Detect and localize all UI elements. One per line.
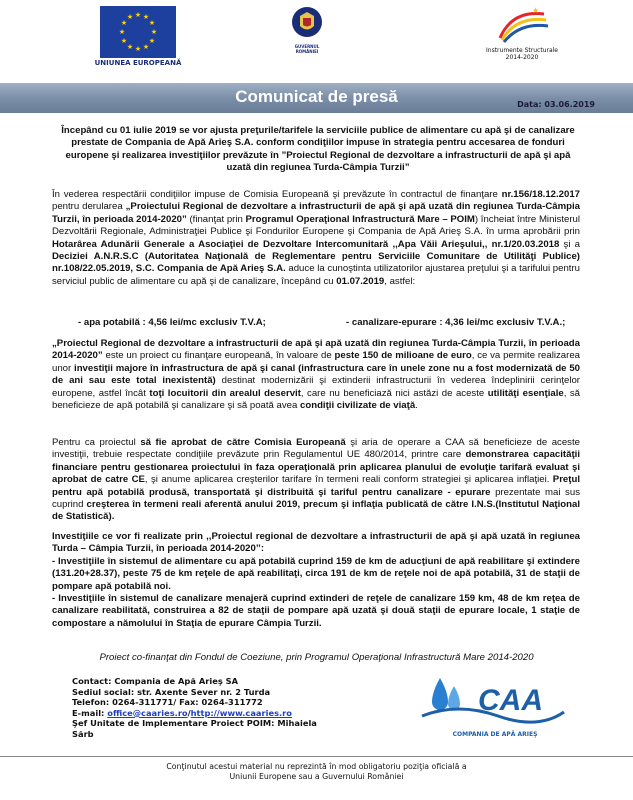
- svg-text:★: ★: [134, 11, 142, 19]
- is-label-line2: 2014-2020: [505, 54, 539, 61]
- eu-flag-logo: [100, 6, 176, 58]
- caa-logo-text: CAA: [478, 684, 543, 717]
- eu-label: UNIUNEA EUROPEANĂ: [94, 59, 182, 67]
- p3-approved: să fie aprobat de către Comisia Europeană: [140, 437, 346, 448]
- p3-price: Preţul pentru apă potabilă produsă, transportată şi distribuită şi tariful pentru canalizare - epurare: [52, 474, 580, 498]
- contact-phone: Telefon: 0264-311771/ Fax: 0264-311772: [72, 697, 263, 708]
- is-label-line1: Instrumente Structurale: [486, 47, 558, 54]
- p3-text-2: şi aria de operare a CAA să beneficieze de aceste investiţii, trebuie respectate condiţiile prevăzute prin Regulamentul UE 480/2014, printre care: [52, 437, 580, 461]
- svg-text:★: ★: [142, 13, 150, 21]
- svg-text:★: ★: [126, 43, 134, 51]
- p1-text-6: aduce la cunoştinta utilizatorilor ajustarea preţului şi a tarifului pentru serviciul public de alimentare cu apă şi de canalizare, începând cu: [52, 263, 580, 287]
- p1-contract: nr.156/18.12.2017: [501, 189, 580, 200]
- government-label: [289, 44, 325, 54]
- investments-item-water: - Investiţiile în sistemul de alimentare cu apă potabilă cuprind 159 de km de aducţiuni de apă reabilitare şi extindere (131.20+28.37), peste 75 de km reţele de apă reabilitaţi, circa 191 de km de reţele noi de apă potabilă, 31 de staţii de pompare apă potabilă noi.: [52, 555, 580, 592]
- page-title: Comunicat de presă: [235, 87, 398, 106]
- email-link[interactable]: office@caaries.ro: [107, 707, 188, 718]
- structural-instruments-logo: [492, 4, 552, 44]
- paragraph-project: [52, 338, 580, 412]
- intro-heading: Începând cu 01 iulie 2019 se vor ajusta preţurile/tarifele la serviciile publice de alimentare cu apă şi de canalizare prestate de Compania de Apă Arieş S.A. conform condiţiilor impuse în strategia pentru accesarea de fonduri europene şi realizarea investiţiilor prevăzute în ”Proiectul Regional de dezvoltare a infrastructurii de apă şi apă uzată din regiunea Turda-Câmpia Turzii”: [61, 125, 575, 174]
- contact-company: Contact: Compania de Apă Arieş SA: [72, 676, 239, 686]
- p1-text-5: şi a: [559, 238, 580, 250]
- p2-project: „Proiectul Regional de dezvoltare a infrastructurii de apă şi apă uzată din regiunea Turda-Câmpia Turzii, în perioada 2014-2020”: [52, 338, 580, 362]
- p2-text-2: , ce va permite realizarea unor: [52, 350, 580, 374]
- svg-text:★: ★: [148, 37, 156, 45]
- price-water: - apa potabilă : 4,56 lei/mc exclusiv T.V.A;: [78, 317, 266, 328]
- p1-text-1: În vederea respectării condiţiilor impuse de Comisia Europeană şi prevăzute în contractul de finanţare: [52, 189, 502, 200]
- contact-block: [72, 676, 322, 740]
- p1-text-2: pentru derularea: [52, 201, 126, 213]
- p1-decizie: Deciziei A.N.R.S.C (Autoritatea Naţională de Reglementare pentru Serviciile Comunitare de Utilităţi Publice) nr.108/22.05.2019, S.C. Compania de Apă Arieş S.A.: [52, 251, 580, 275]
- p1-text-7: , astfel:: [384, 275, 416, 287]
- p2-text-5: , să beneficieze de apă potabilă şi canalizare şi să poată avea: [52, 387, 581, 412]
- caa-logo-subtitle: COMPANIA DE APĂ ARIEŞ: [452, 731, 538, 738]
- p2-utilities: utilităţi esenţiale: [487, 387, 564, 399]
- svg-text:★: ★: [126, 13, 134, 21]
- press-date: Data: 03.06.2019: [517, 100, 595, 109]
- svg-text:★: ★: [120, 19, 128, 27]
- p3-capacity: demonstrarea capacităţii financiare pentru gestionarea proiectului în faza operaţională prin aplicarea planului de evoluţie tarifară evaluat şi aprobat de catre CE: [52, 449, 580, 486]
- p3-text-4: prezentate mai sus cuprind: [52, 486, 580, 511]
- p1-project: „Proiectului Regional de dezvoltare a infrastructurii de apă şi apă uzată din regiunea Turda-Câmpia Turzii, în perioada 2014-2020”: [52, 201, 580, 225]
- svg-text:★: ★: [148, 19, 156, 27]
- price-sewer: - canalizare-epurare : 4,36 lei/mc exclusiv T.V.A.;: [346, 317, 566, 328]
- p1-program: Programul Operaţional Infrastructură Mare – POIM: [245, 213, 475, 225]
- p3-text-3: , şi anume aplicarea creşterilor tarifare în termeni reali conform strategiei şi aplicarea inflaţiei.: [144, 474, 553, 486]
- p2-text-6: .: [415, 400, 418, 412]
- gov-label-line2: ROMÂNIEI: [295, 49, 319, 54]
- email-prefix: E-mail:: [72, 707, 108, 718]
- p2-localities: toţi locuitorii din arealul deservit: [149, 387, 301, 399]
- p2-text-3: destinat modernizării şi extinderii infrastructurii în vederea îndeplinirii cerinţelor europene, astfel încât: [52, 375, 580, 399]
- svg-text:★: ★: [532, 6, 540, 15]
- contact-address: Sediul social: str. Axente Sever nr. 2 Turda: [72, 686, 271, 697]
- cofinanced-note: Proiect co-finanţat din Fondul de Coeziune, prin Programul Operaţional Infrastructură Mare 2014-2020: [99, 652, 534, 663]
- svg-text:★: ★: [134, 45, 142, 53]
- caa-logo: [418, 672, 568, 732]
- svg-text:★: ★: [118, 28, 126, 36]
- disclaimer: [0, 762, 633, 782]
- p1-text-4: ) încheiat între Ministerul Dezvoltării Regionale, Administraţiei Publice şi Fondurilor Europene şi Compania de Apă Arieş S.A. în urma aprobării prin: [52, 213, 580, 238]
- investments-item-sewer: - Investiţiile în sistemul de canalizare menajeră cuprind extinderi de reţele de canalizare 159 km, 48 de km reţea de canalizare reabilitată, construirea a 82 de staţii de pompare apă uzată şi două staţii de epurare locale, 1 staţie de compostare a nămolului în Staţia de epurare Câmpia Turzii.: [52, 593, 580, 629]
- footer-divider: [0, 756, 633, 757]
- government-logo: [289, 6, 325, 46]
- p2-investments: investiţii majore în infrastructura de apă şi canal (infrastructura care în unele zone nu a fost modernizată de 50 de ani sau este total inexistentă): [52, 362, 581, 387]
- p1-start-date: 01.07.2019: [336, 275, 385, 287]
- p1-text-3: (finanţat prin: [186, 213, 246, 225]
- disclaimer-line1: Conţinutul acestui material nu reprezintă în mod obligatoriu poziţia oficială a: [166, 762, 467, 771]
- p2-text-1: este un proiect cu finanţare europeană, în valoare de: [102, 350, 335, 362]
- p2-conditions: condiţii civilizate de viaţă: [300, 400, 416, 412]
- p2-text-4: , care nu beneficiază nici astăzi de aceste: [300, 387, 488, 399]
- svg-text:★: ★: [150, 28, 158, 36]
- p3-text-1: Pentru ca proiectul: [52, 437, 141, 448]
- p2-value: peste 150 de milioane de euro: [334, 350, 472, 362]
- paragraph-investments: [52, 531, 580, 630]
- email-web-separator: /: [187, 707, 191, 718]
- svg-text:★: ★: [120, 37, 128, 45]
- contact-project-head: Şef Unitate de Implementare Proiect POIM: Mihaiela Sărb: [72, 718, 317, 739]
- disclaimer-line2: Uniunii Europene sau a Guvernului României: [229, 772, 404, 781]
- p1-decision: Hotarârea Adunării Generale a Asociaţiei de Dezvoltare Intercomunitară ,,Apa Văii Arieşului,, nr.1/20.03.2018: [52, 238, 560, 250]
- structural-instruments-label: [470, 47, 574, 61]
- investments-heading: Investiţiile ce vor fi realizate prin ,,Proiectul regional de dezvoltare a infrastructurii de apă şi apă uzată în regiunea Turda – Câmpia Turzii, în perioada 2014-2020’’:: [52, 531, 580, 555]
- svg-text:★: ★: [142, 43, 150, 51]
- p3-increase: creşterea în termeni reali aferentă anului 2019, precum şi inflaţia publicată de către I.N.S.(Institutul Naţional de Statistică).: [52, 499, 580, 523]
- paragraph-approval: [52, 437, 580, 524]
- paragraph-conditions: [52, 189, 580, 288]
- contact-email-web: [72, 708, 322, 719]
- gov-label-line1: GUVERNUL: [294, 44, 320, 49]
- website-link[interactable]: http://www.caaries.ro: [190, 707, 292, 718]
